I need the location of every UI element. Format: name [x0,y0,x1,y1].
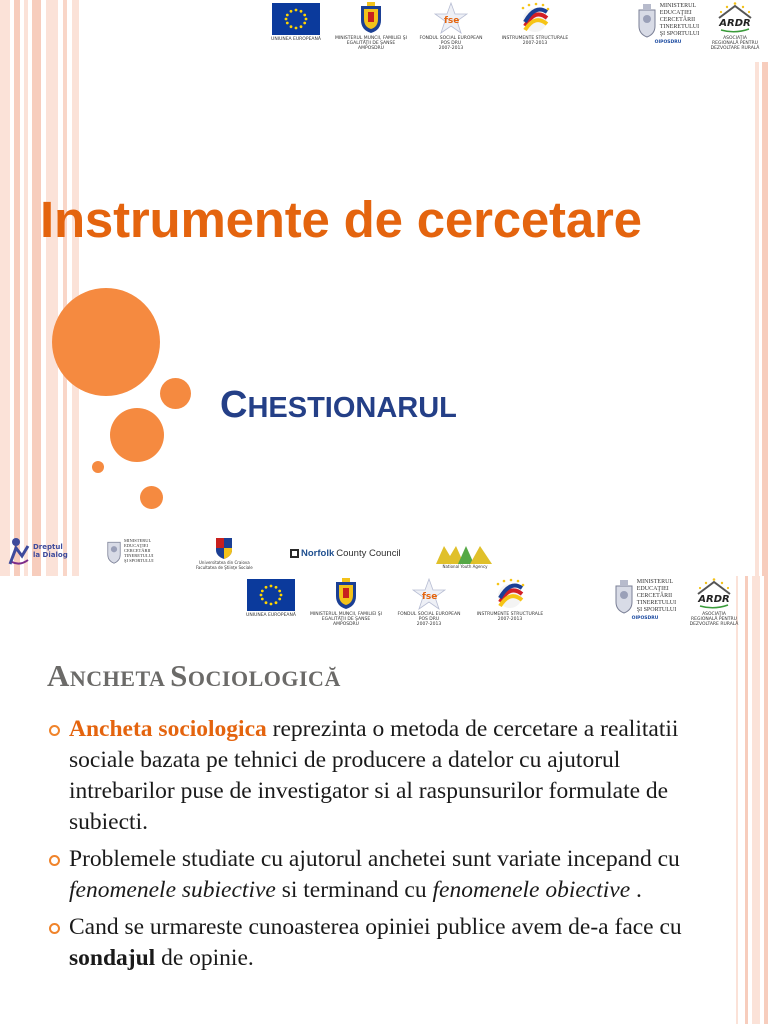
svg-text:fse: fse [444,16,460,26]
ministry-seal-icon [614,578,634,614]
ministry-education-logo [634,2,702,45]
fse-logo [418,2,484,51]
decor-stripe [762,0,768,576]
structural-instruments-logo [472,578,548,622]
decor-stripe [752,576,760,1024]
nya-icon [436,546,494,564]
bullet-item: Cand se urmareste cunoasterea opiniei publice avem de-a face cu sondajul de opinie. [47,912,687,974]
ardr-house-icon [694,578,734,610]
logo-caption: Universitatea din Craiova Facultatea de Ştiinţe Sociale [196,560,253,570]
bullet-icon [49,855,60,866]
structural-instruments-logo [497,2,573,46]
decor-stripe [63,0,67,576]
bullet-icon [49,725,60,736]
structural-instruments-icon [517,2,553,34]
bullet-item: Ancheta sociologica reprezinta o metoda de cercetare a realitatii sociale bazata pe tehnici de producere a datelor cu ajutorul intrebarilor puse de investigator si al raspunsurilor formulate de subiecti. [47,714,687,838]
ministry-seal-icon [637,2,657,38]
decor-stripe [736,576,738,1024]
svg-text:ARDR: ARDR [719,18,751,29]
ministry-name: MINISTERUL EDUCAŢIEI CERCETĂRII TINERETULUI ŞI SPORTULUI [636,578,677,613]
logo-caption: Dreptul la Dialog [33,543,68,559]
dreptul-la-dialog-icon [8,536,30,566]
fse-star-icon [412,578,446,610]
eu-flag-logo [238,579,304,618]
decor-circle-small [92,461,104,473]
decor-circle [110,408,164,462]
slide-title-text: Instrumente de cercetare [40,191,642,248]
university-crest-icon [214,534,234,560]
logo-caption: INSTRUMENTE STRUCTURALE 2007-2013 [501,36,569,46]
bullet-item: Problemele studiate cu ajutorul anchetei sunt variate incepand cu fenomenele subiective si terminand cu fenomenele obiective . [47,844,687,906]
bullet-list [47,714,687,980]
decor-stripe [46,0,58,576]
bullet-icon [49,923,60,934]
ardr-logo [705,2,765,51]
ardr-logo [684,578,744,627]
fse-star-icon [434,2,468,34]
decor-stripe [32,0,41,576]
ministry-education-footer-logo [106,536,154,564]
logo-caption: OIPOSDRU [631,616,659,621]
decor-circle-large [52,288,160,396]
decor-stripe [755,0,759,576]
decor-stripe [24,0,28,576]
ministry-labour-logo [333,2,409,51]
logo-caption: UNIUNEA EUROPEANĂ [246,613,296,618]
ministry-name: MINISTERUL EDUCAŢIEI CERCETĂRII TINERETULUI ŞI SPORTULUI [659,2,700,37]
ministry-seal-icon [106,536,122,564]
logo-caption: FONDUL SOCIAL EUROPEAN POS DRU 2007-2013 [419,36,483,51]
structural-instruments-icon [492,578,528,610]
eu-flag-icon [272,3,320,35]
eu-flag-icon [247,579,295,611]
logo-caption: OIPOSDRU [654,40,682,45]
coat-of-arms-icon [333,578,359,610]
decor-circle [140,486,163,509]
nya-logo [436,546,494,569]
decor-stripe [14,0,20,576]
ardr-house-icon [715,2,755,34]
logo-caption: ASOCIAŢIA REGIONALĂ PENTRU DEZVOLTARE RURALĂ [710,36,760,51]
eu-flag-logo [268,3,324,42]
logo-caption: MINISTERUL MUNCII, FAMILIEI ŞI EGALITĂŢII DE ŞANSE AMPOSDRU [310,612,382,627]
ministry-labour-logo [308,578,384,627]
university-logo [196,534,253,570]
logo-caption: MINISTERUL MUNCII, FAMILIEI ŞI EGALITĂŢII DE ŞANSE AMPOSDRU [335,36,407,51]
logo-caption: National Youth Agency [442,564,488,569]
logo-caption: INSTRUMENTE STRUCTURALE 2007-2013 [476,612,544,622]
norfolk-logo: Norfolk County Council [290,548,401,559]
footer-logo-bar [0,532,768,576]
fse-logo [396,578,462,627]
decor-stripe [0,0,10,576]
logo-caption: UNIUNEA EUROPEANĂ [271,37,321,42]
logo-caption: MINISTERUL EDUCAŢIEI CERCETĂRII TINERETULUI ŞI SPORTULUI [124,537,154,563]
logo-caption: ASOCIAŢIA REGIONALĂ PENTRU DEZVOLTARE RURALĂ [689,612,739,627]
coat-of-arms-icon [358,2,384,34]
decor-stripe [745,576,748,1024]
ministry-education-logo [610,578,680,621]
decor-stripe [72,0,79,576]
decor-circle [160,378,191,409]
decor-stripe [764,576,768,1024]
norfolk-icon [290,549,299,558]
content-slide-title: ANCHETA SOCIOLOGICĂ [47,658,341,693]
slide-subtitle: CHESTIONARUL [220,384,457,426]
svg-text:fse: fse [422,592,438,602]
logo-caption: FONDUL SOCIAL EUROPEAN POS DRU 2007-2013 [397,612,461,627]
dreptul-la-dialog-logo [8,536,68,566]
svg-text:ARDR: ARDR [698,594,730,605]
